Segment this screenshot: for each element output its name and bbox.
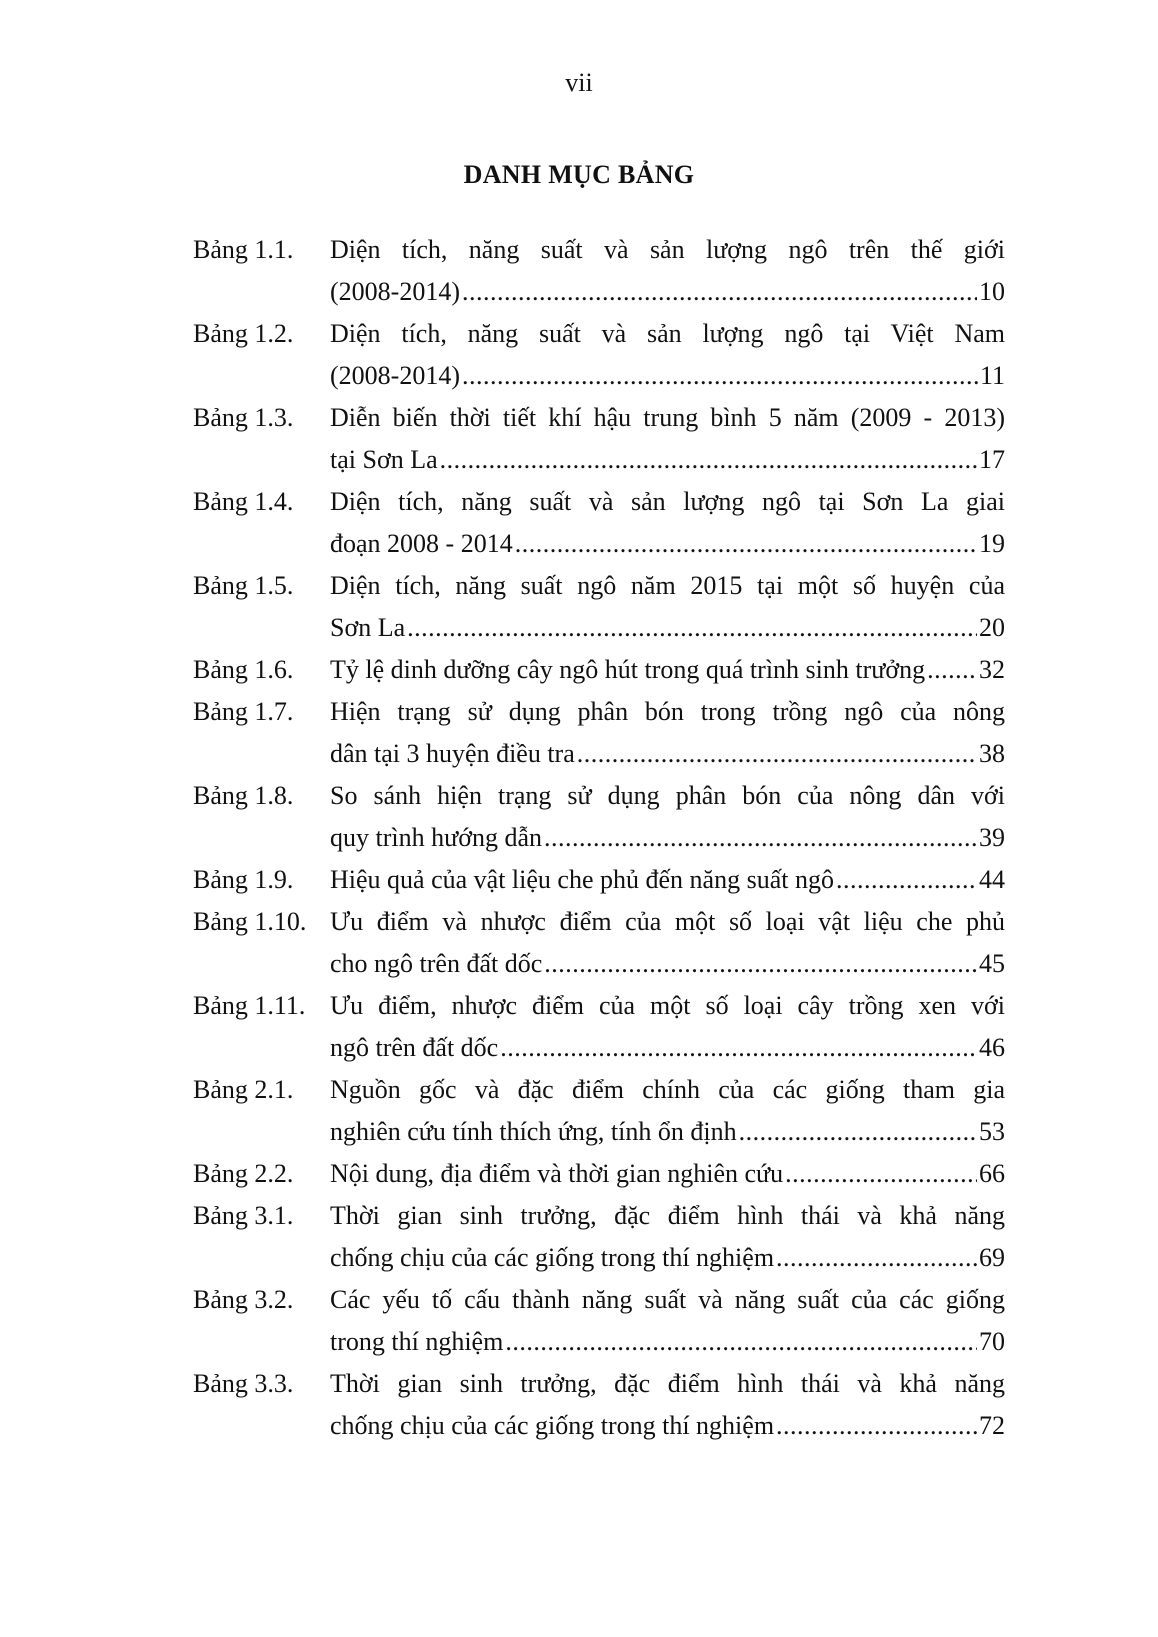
table-caption-line: Thời gian sinh trưởng, đặc điểm hình thái và khả năng bbox=[330, 1201, 1005, 1230]
table-caption-text: dân tại 3 huyện điều tra bbox=[330, 739, 575, 768]
page-title: DANH MỤC BẢNG bbox=[463, 160, 695, 189]
table-number: Bảng 1.8. bbox=[193, 781, 294, 810]
table-list-entry[interactable] bbox=[193, 481, 1005, 565]
table-caption-last-line bbox=[330, 1153, 1005, 1195]
table-caption-text: đoạn 2008 - 2014 bbox=[330, 529, 513, 558]
table-caption-text: (2008-2014) bbox=[330, 361, 460, 390]
table-caption-last-line bbox=[330, 649, 1005, 691]
table-caption-line: Thời gian sinh trưởng, đặc điểm hình thái và khả năng bbox=[330, 1369, 1005, 1398]
page-reference[interactable]: 32 bbox=[979, 655, 1005, 684]
table-caption-text: chống chịu của các giống trong thí nghiệm bbox=[330, 1243, 775, 1272]
dot-leader bbox=[577, 733, 977, 775]
table-list-entry[interactable] bbox=[193, 1153, 1005, 1195]
table-caption-last-line bbox=[330, 1111, 1005, 1153]
table-caption bbox=[330, 397, 1005, 481]
page-reference[interactable]: 11 bbox=[979, 361, 1005, 390]
table-caption-line: Diện tích, năng suất và sản lượng ngô tại Sơn La giai bbox=[330, 487, 1005, 516]
table-caption-last-line bbox=[330, 607, 1005, 649]
table-number: Bảng 2.1. bbox=[193, 1075, 294, 1104]
table-caption-text: cho ngô trên đất dốc bbox=[330, 949, 543, 978]
table-caption-text: Nội dung, địa điểm và thời gian nghiên cứu bbox=[330, 1159, 784, 1188]
table-caption bbox=[330, 565, 1005, 649]
dot-leader bbox=[776, 1405, 977, 1447]
table-number: Bảng 1.5. bbox=[193, 571, 294, 600]
table-number: Bảng 1.10. bbox=[193, 907, 307, 936]
page-reference[interactable]: 46 bbox=[979, 1033, 1005, 1062]
table-caption-text: Sơn La bbox=[330, 613, 406, 642]
table-caption-line: Hiện trạng sử dụng phân bón trong trồng ngô của nông bbox=[330, 697, 1005, 726]
dot-leader bbox=[836, 859, 977, 901]
table-caption bbox=[330, 229, 1005, 313]
table-list bbox=[193, 229, 1005, 1447]
table-caption-text: Hiệu quả của vật liệu che phủ đến năng suất ngô bbox=[330, 865, 834, 894]
dot-leader bbox=[544, 817, 977, 859]
table-caption-last-line bbox=[330, 1027, 1005, 1069]
table-caption bbox=[330, 901, 1005, 985]
page-reference[interactable]: 20 bbox=[979, 613, 1005, 642]
page-reference[interactable]: 72 bbox=[979, 1411, 1005, 1440]
table-caption bbox=[330, 481, 1005, 565]
table-caption bbox=[330, 859, 1005, 901]
table-caption-last-line bbox=[330, 733, 1005, 775]
table-caption-text: (2008-2014) bbox=[330, 277, 460, 306]
dot-leader bbox=[515, 523, 977, 565]
table-number: Bảng 3.3. bbox=[193, 1369, 294, 1398]
table-number: Bảng 1.4. bbox=[193, 487, 294, 516]
table-caption-last-line bbox=[330, 1237, 1005, 1279]
page-reference[interactable]: 45 bbox=[979, 949, 1005, 978]
table-caption-line: Diễn biến thời tiết khí hậu trung bình 5 năm (2009 - 2013) bbox=[330, 403, 1005, 432]
table-number: Bảng 3.2. bbox=[193, 1285, 294, 1314]
dot-leader bbox=[440, 439, 977, 481]
table-caption bbox=[330, 985, 1005, 1069]
dot-leader bbox=[505, 1321, 977, 1363]
table-list-entry[interactable] bbox=[193, 901, 1005, 985]
page-reference[interactable]: 19 bbox=[979, 529, 1005, 558]
table-caption-last-line bbox=[330, 859, 1005, 901]
table-caption-text: trong thí nghiệm bbox=[330, 1327, 504, 1356]
table-caption bbox=[330, 1279, 1005, 1363]
table-number: Bảng 1.2. bbox=[193, 319, 294, 348]
table-caption-line: Diện tích, năng suất và sản lượng ngô trên thế giới bbox=[330, 235, 1005, 264]
table-number: Bảng 1.9. bbox=[193, 865, 294, 894]
table-caption bbox=[330, 313, 1005, 397]
table-caption-last-line bbox=[330, 523, 1005, 565]
table-caption-line: Ưu điểm, nhược điểm của một số loại cây trồng xen với bbox=[330, 991, 1005, 1020]
table-list-entry[interactable] bbox=[193, 985, 1005, 1069]
table-number: Bảng 1.1. bbox=[193, 235, 294, 264]
table-caption-last-line bbox=[330, 817, 1005, 859]
page-reference[interactable]: 44 bbox=[979, 865, 1005, 894]
table-number: Bảng 1.7. bbox=[193, 697, 294, 726]
table-caption bbox=[330, 1363, 1005, 1447]
dot-leader bbox=[407, 607, 977, 649]
table-caption-text: ngô trên đất dốc bbox=[330, 1033, 499, 1062]
table-number: Bảng 1.3. bbox=[193, 403, 294, 432]
table-number: Bảng 1.6. bbox=[193, 655, 294, 684]
table-caption bbox=[330, 1195, 1005, 1279]
table-list-entry[interactable] bbox=[193, 1279, 1005, 1363]
table-list-entry[interactable] bbox=[193, 313, 1005, 397]
table-caption-line: Nguồn gốc và đặc điểm chính của các giống tham gia bbox=[330, 1075, 1005, 1104]
table-caption-text: tại Sơn La bbox=[330, 445, 438, 474]
table-caption-line: Diện tích, năng suất và sản lượng ngô tại Việt Nam bbox=[330, 319, 1005, 348]
table-list-entry[interactable] bbox=[193, 565, 1005, 649]
table-list-entry[interactable] bbox=[193, 691, 1005, 775]
table-number: Bảng 2.2. bbox=[193, 1159, 294, 1188]
dot-leader bbox=[500, 1027, 977, 1069]
page-reference[interactable]: 66 bbox=[979, 1159, 1005, 1188]
table-caption-text: quy trình hướng dẫn bbox=[330, 823, 542, 852]
table-caption-last-line bbox=[330, 943, 1005, 985]
table-list-entry[interactable] bbox=[193, 1195, 1005, 1279]
table-caption-last-line bbox=[330, 1405, 1005, 1447]
page-reference[interactable]: 53 bbox=[979, 1117, 1005, 1146]
table-caption-last-line bbox=[330, 355, 1005, 397]
table-caption-last-line bbox=[330, 439, 1005, 481]
dot-leader bbox=[739, 1111, 977, 1153]
dot-leader bbox=[927, 649, 977, 691]
table-caption-line: Ưu điểm và nhược điểm của một số loại vật liệu che phủ bbox=[330, 907, 1005, 936]
page-reference[interactable]: 70 bbox=[979, 1327, 1005, 1356]
table-list-entry[interactable] bbox=[193, 1069, 1005, 1153]
table-caption-text: Tỷ lệ dinh dưỡng cây ngô hút trong quá trình sinh trưởng bbox=[330, 655, 926, 684]
table-list-entry[interactable] bbox=[193, 229, 1005, 313]
dot-leader bbox=[544, 943, 977, 985]
table-list-entry[interactable] bbox=[193, 397, 1005, 481]
table-list-entry[interactable] bbox=[193, 859, 1005, 901]
table-caption-line: So sánh hiện trạng sử dụng phân bón của nông dân với bbox=[330, 781, 1005, 810]
dot-leader bbox=[462, 271, 977, 313]
table-list-entry[interactable] bbox=[193, 775, 1005, 859]
dot-leader bbox=[462, 355, 978, 397]
table-list-entry[interactable] bbox=[193, 1363, 1005, 1447]
dot-leader bbox=[776, 1237, 977, 1279]
table-caption-text: chống chịu của các giống trong thí nghiệm bbox=[330, 1411, 775, 1440]
page-reference[interactable]: 17 bbox=[979, 445, 1005, 474]
table-number: Bảng 3.1. bbox=[193, 1201, 294, 1230]
page-number: vii bbox=[565, 68, 593, 97]
table-caption-line: Các yếu tố cấu thành năng suất và năng suất của các giống bbox=[330, 1285, 1005, 1314]
table-caption-last-line bbox=[330, 271, 1005, 313]
dot-leader bbox=[785, 1153, 977, 1195]
page-reference[interactable]: 38 bbox=[979, 739, 1005, 768]
table-caption bbox=[330, 649, 1005, 691]
table-caption-line: Diện tích, năng suất ngô năm 2015 tại một số huyện của bbox=[330, 571, 1005, 600]
table-caption bbox=[330, 775, 1005, 859]
table-list-entry[interactable] bbox=[193, 649, 1005, 691]
table-caption bbox=[330, 1069, 1005, 1153]
page-reference[interactable]: 10 bbox=[979, 277, 1005, 306]
table-caption-last-line bbox=[330, 1321, 1005, 1363]
table-caption bbox=[330, 1153, 1005, 1195]
page-reference[interactable]: 69 bbox=[979, 1243, 1005, 1272]
table-caption bbox=[330, 691, 1005, 775]
table-caption-text: nghiên cứu tính thích ứng, tính ổn định bbox=[330, 1117, 737, 1146]
page-reference[interactable]: 39 bbox=[979, 823, 1005, 852]
table-number: Bảng 1.11. bbox=[193, 991, 306, 1020]
